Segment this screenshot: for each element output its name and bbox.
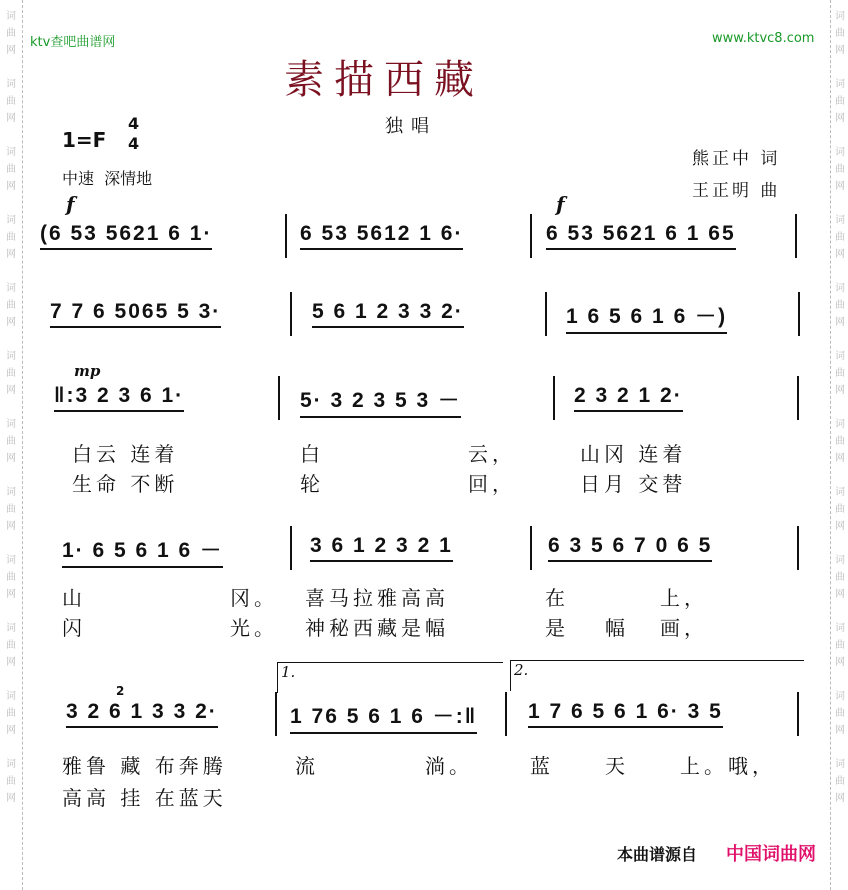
bar-line [553,376,555,420]
first-ending: 1. [277,662,503,693]
tempo-marking: 中速 深情地 [62,169,153,188]
lyric-text: 光。 [230,616,278,640]
dynamic-forte: f [556,192,565,216]
watermark-column-left: 词 曲 网 词 曲 网 词 曲 网 词 曲 网 词 曲 网 词 曲 网 词 曲 网 词 曲 网 词 曲 网 词 曲 网 词 曲 网 词 曲 网 [6,11,16,804]
lyric-text: 在 [545,586,569,610]
lyric-text: 闪 [62,616,86,640]
bar-line [797,692,799,736]
measure: 1 7 6 5 6 1 6· 3 5 [528,700,723,728]
lyric-text: 生命 不断 [72,472,179,496]
dynamic-mezzo-piano: mp [74,362,101,380]
measure: ‖:3 2 3 6 1· [54,384,184,412]
measure: 5· 3 2 3 5 3 － [300,384,461,418]
bar-line [275,692,277,736]
bar-line [290,526,292,570]
lyric-text: 日月 交替 [580,472,687,496]
measure: 1 6 5 6 1 6 －) [566,300,727,334]
time-top: 4 [128,114,140,133]
left-dashed-border [22,0,23,890]
song-title: 素描西藏 [284,57,484,103]
lyric-text: 淌。 [425,754,473,778]
lyric-text: 流 [295,754,319,778]
watermark-column-right: 词 曲 网 词 曲 网 词 曲 网 词 曲 网 词 曲 网 词 曲 网 词 曲 网 词 曲 网 词 曲 网 词 曲 网 词 曲 网 词 曲 网 [835,11,845,804]
lyricist: 熊正中 词 [692,149,781,169]
lyric-text: 云， [468,442,516,466]
bar-line [798,292,800,336]
measure: 6 53 5621 6 1 65 [546,222,736,250]
bar-line [530,214,532,258]
time-signature [128,114,139,154]
bar-line [795,214,797,258]
lyric-text: 雅鲁 藏 布奔腾 [62,754,227,778]
lyric-text: 神秘西藏是幅 [305,616,449,640]
lyric-text: 画， [660,616,708,640]
measure: 3 2 6 1 3 3 2· [66,700,218,728]
second-ending: 2. [510,660,804,691]
measure: 3 6 1 2 3 2 1 [310,534,453,562]
measure: 6 3 5 6 7 0 6 5 [548,534,712,562]
lyric-text: 山 [62,586,86,610]
lyric-text: 回， [468,472,516,496]
lyric-text: 蓝 [530,754,554,778]
dynamic-forte: f [66,192,75,216]
bar-line [278,376,280,420]
lyric-text: 白云 连着 [72,442,179,466]
lyric-text: 高高 挂 在蓝天 [62,786,227,810]
site-link-right[interactable]: www.ktvc8.com [712,31,815,46]
footer-site-link[interactable]: 中国词曲网 [726,844,816,865]
lyric-text: 轮 [300,472,324,496]
lyric-text: 白 [300,442,324,466]
lyric-text: 冈。 [230,586,278,610]
performance-form: 独唱 [385,116,437,137]
lyric-text: 喜马拉雅高高 [305,586,449,610]
measure: 1· 6 5 6 1 6 － [62,534,223,568]
key-signature: 1=F [62,128,107,152]
lyric-text: 幅 [605,616,629,640]
bar-line [290,292,292,336]
lyric-text: 山冈 连着 [580,442,687,466]
measure: 2 3 2 1 2· [574,384,683,412]
bar-line [797,526,799,570]
bar-line [797,376,799,420]
grace-note: 2 [116,684,125,698]
lyric-text: 天 [605,754,629,778]
bar-line [545,292,547,336]
lyric-text: 上。哦， [680,754,776,778]
composer: 王正明 曲 [692,181,781,201]
right-dashed-border [830,0,831,890]
footer-source-label: 本曲谱源自 [617,845,698,864]
measure: 1 76 5 6 1 6 －:‖ [290,700,477,734]
lyric-text: 是 [545,616,569,640]
measure: 6 53 5612 1 6· [300,222,463,250]
lyric-text: 上， [660,586,708,610]
bar-line [505,692,507,736]
measure: 7 7 6 5065 5 3· [50,300,221,328]
measure: (6 53 5621 6 1· [40,222,212,250]
bar-line [285,214,287,258]
measure: 5 6 1 2 3 3 2· [312,300,464,328]
bar-line [530,526,532,570]
time-bottom: 4 [128,134,140,153]
site-link-left[interactable]: ktv查吧曲谱网 [30,35,116,50]
